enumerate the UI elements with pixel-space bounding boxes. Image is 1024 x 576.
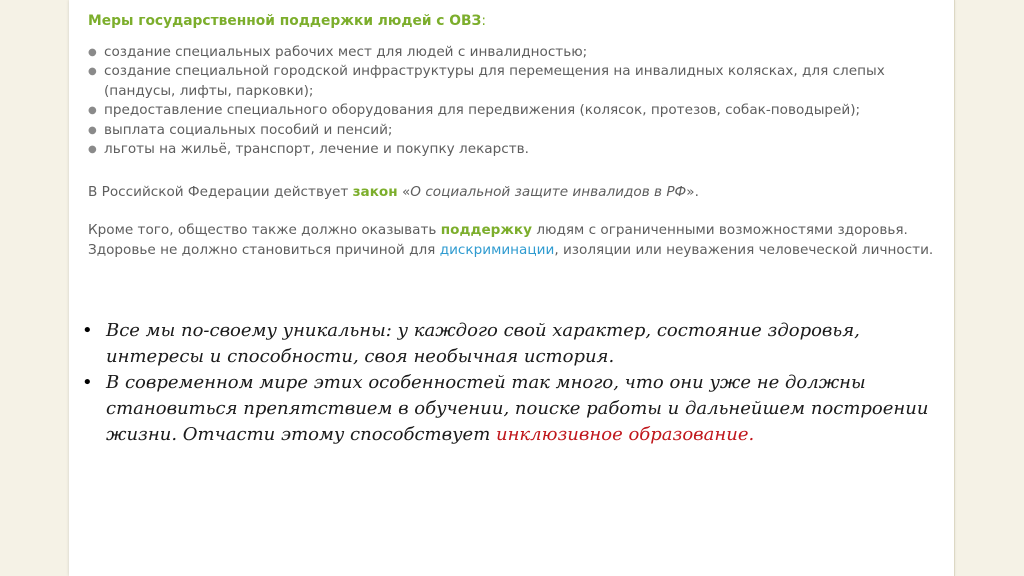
note-text: В современном мире этих особенностей так много, что они уже не должны становиться препятствием в обучении, поиске работы и дальнейшем построении жизни. Отчасти этому способствует (106, 372, 929, 445)
list-item (88, 121, 948, 141)
bullet-dot-icon: ● (88, 124, 97, 136)
law-paragraph (88, 183, 948, 203)
law-text-middle: « (397, 183, 411, 200)
measure-text: создание специальных рабочих мест для людей с инвалидностью; (104, 43, 588, 60)
list-item (88, 62, 948, 101)
measure-text: создание специальной городской инфраструктуры для перемещения на инвалидных колясках, для слепых (пандусы, лифты, парковки); (104, 63, 885, 99)
law-title: О социальной защите инвалидов в РФ (410, 183, 687, 200)
note-text: Все мы по-своему уникальны: у каждого свой характер, состояние здоровья, интересы и способности, своя необычная история. (106, 320, 860, 367)
bullet-dot-icon: ● (88, 66, 97, 77)
measures-list (88, 43, 948, 160)
measure-text: выплата социальных пособий и пенсий; (104, 121, 393, 138)
discrimination-link[interactable]: дискриминации (439, 241, 555, 258)
law-text-after: ». (686, 183, 699, 200)
measures-heading-colon: : (481, 13, 486, 29)
article-excerpt (88, 12, 948, 260)
law-text-before: В Российской Федерации действует (88, 183, 353, 200)
list-item (82, 318, 952, 370)
support-link[interactable]: поддержку (440, 222, 533, 238)
support-paragraph (88, 221, 948, 260)
support-text-after: , изоляции или неуважения человеческой личности. (554, 241, 934, 258)
measures-heading (88, 12, 948, 32)
measure-text: предоставление специального оборудования для передвижения (колясок, протезов, собак-поводырей); (104, 102, 861, 118)
support-text-before: Кроме того, общество также должно оказывать (88, 222, 441, 238)
page-edge-divider (954, 0, 955, 576)
measure-text: льготы на жильё, транспорт, лечение и покупку лекарств. (104, 141, 529, 157)
list-item (82, 370, 952, 448)
list-item (88, 43, 948, 63)
list-item (88, 140, 948, 160)
note-highlight: инклюзивное образование. (495, 424, 755, 445)
slide-notes-list (82, 318, 952, 448)
support-text-middle: людям с ограниченными возможностями здоровья. Здоровье не должно становиться причиной для (88, 222, 908, 258)
law-link[interactable]: закон (352, 183, 398, 200)
measures-heading-text: Меры государственной поддержки людей с ОВЗ (88, 13, 482, 29)
list-item (88, 101, 948, 121)
bullet-dot-icon: ● (88, 144, 97, 155)
bullet-dot-icon: ● (88, 46, 97, 58)
bullet-icon: • (82, 372, 93, 393)
bullet-icon: • (82, 320, 93, 341)
bullet-dot-icon: ● (88, 105, 97, 116)
